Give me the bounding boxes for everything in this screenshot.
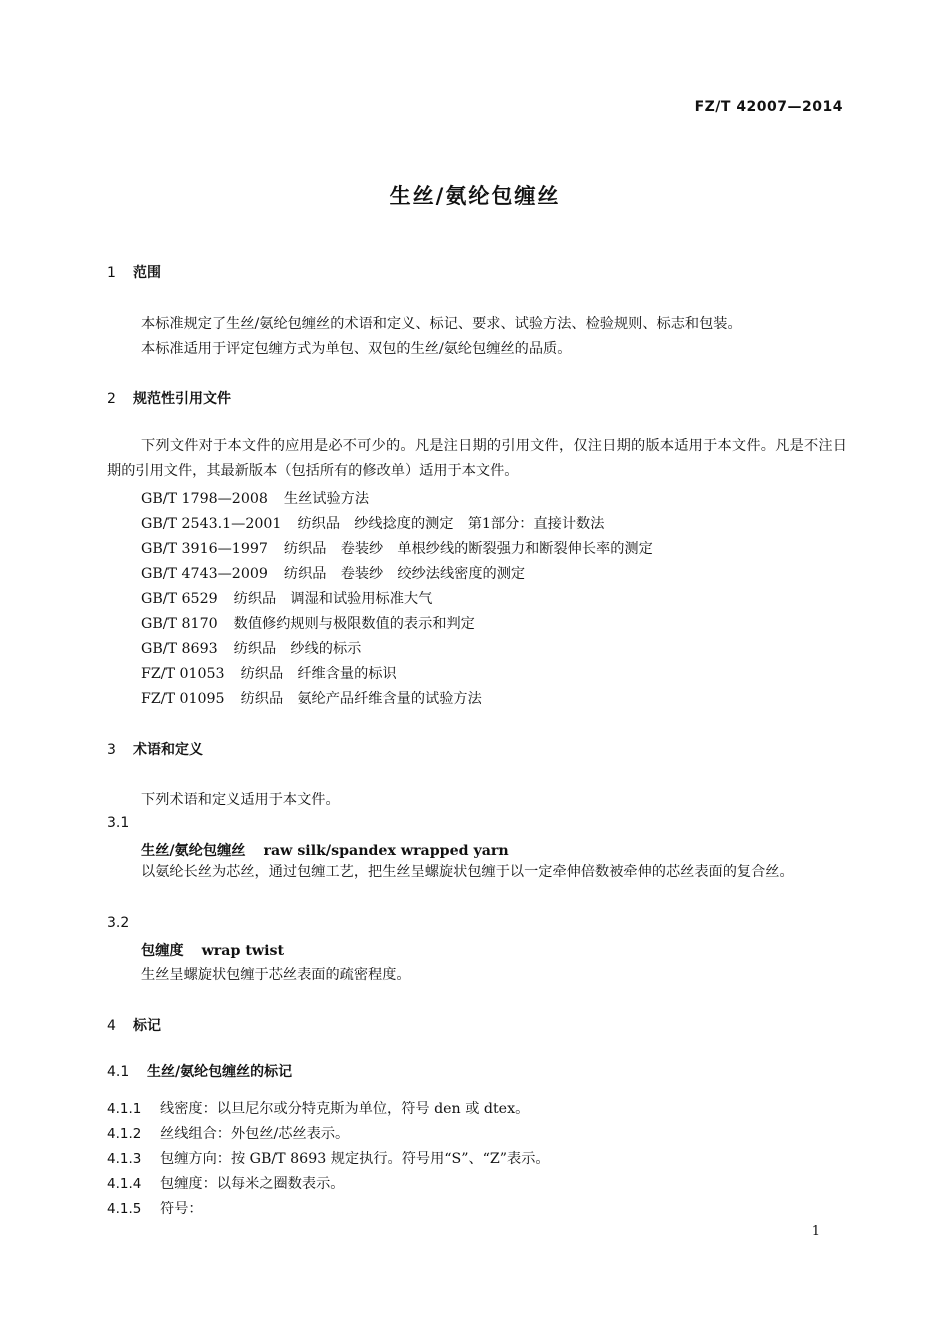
section-1-heading [107, 262, 161, 282]
reference-title: 纺织品 氨纶产品纤维含量的试验方法 [240, 691, 482, 707]
reference-title: 生丝试验方法 [283, 491, 370, 507]
section-3-heading [107, 739, 203, 759]
reference-code: FZ/T 01095 [141, 691, 225, 707]
reference-code: GB/T 4743—2009 [141, 566, 268, 582]
reference-item [141, 488, 369, 508]
reference-code: GB/T 8693 [141, 641, 218, 657]
section-number: 2 [107, 391, 116, 407]
clause-item [107, 1198, 203, 1218]
term-heading [141, 940, 284, 960]
section-4-heading [107, 1015, 161, 1035]
page-number: 1 [811, 1224, 820, 1239]
clause-text: 符号： [160, 1201, 203, 1217]
reference-title: 纺织品 卷装纱 单根纱线的断裂强力和断裂伸长率的测定 [283, 541, 653, 557]
subsection-4-1-heading [107, 1061, 292, 1081]
references-intro: 下列文件对于本文件的应用是必不可少的。凡是注日期的引用文件，仅注日期的版本适用于本文件。凡是不注日期的引用文件，其最新版本（包括所有的修改单）适用于本文件。 [107, 438, 847, 479]
clause-text: 包缠度：以每米之圈数表示。 [160, 1176, 345, 1192]
reference-code: GB/T 2543.1—2001 [141, 516, 282, 532]
reference-code: GB/T 6529 [141, 591, 218, 607]
reference-item [141, 688, 482, 708]
reference-title: 纺织品 纤维含量的标识 [240, 666, 397, 682]
reference-item [141, 513, 604, 533]
reference-title: 纺织品 卷装纱 绞纱法线密度的测定 [283, 566, 526, 582]
reference-title: 纺织品 纱线捻度的测定 第1部分：直接计数法 [297, 516, 605, 532]
reference-item [141, 563, 525, 583]
clause-number: 4.1.4 [107, 1176, 142, 1192]
reference-title: 纺织品 调湿和试验用标准大气 [233, 591, 433, 607]
section-title: 范围 [133, 265, 161, 281]
reference-title: 纺织品 纱线的标示 [233, 641, 362, 657]
standard-code: FZ/T 42007—2014 [694, 99, 843, 115]
term-heading [141, 840, 509, 860]
clause-number: 4.1.3 [107, 1151, 142, 1167]
term-definition: 生丝呈螺旋状包缠于芯丝表面的疏密程度。 [141, 967, 411, 983]
clause-text: 包缠方向：按 GB/T 8693 规定执行。符号用“S”、“Z”表示。 [160, 1151, 550, 1167]
reference-item [141, 588, 432, 608]
clause-number: 4.1.5 [107, 1201, 142, 1217]
section-number: 3 [107, 742, 116, 758]
clause-item [107, 1173, 344, 1193]
term-definition: 以氨纶长丝为芯丝，通过包缠工艺，把生丝呈螺旋状包缠于以一定牵伸倍数被牵伸的芯丝表面的复合丝。 [141, 864, 794, 880]
reference-item [141, 663, 397, 683]
term-number: 3.1 [107, 815, 130, 831]
subsection-number: 4.1 [107, 1064, 130, 1080]
clause-number: 4.1.1 [107, 1101, 142, 1117]
section-2-heading [107, 388, 231, 408]
term-number: 3.2 [107, 915, 130, 931]
subsection-title: 生丝/氨纶包缠丝的标记 [147, 1064, 293, 1080]
reference-item [141, 638, 361, 658]
term-zh: 生丝/氨纶包缠丝 [141, 843, 246, 859]
clause-text: 丝线组合：外包丝/芯丝表示。 [160, 1126, 350, 1142]
section-title: 标记 [133, 1018, 161, 1034]
section-number: 4 [107, 1018, 116, 1034]
reference-title: 数值修约规则与极限数值的表示和判定 [233, 616, 475, 632]
clause-text: 线密度：以旦尼尔或分特克斯为单位，符号 den 或 dtex。 [160, 1101, 530, 1117]
reference-item [141, 613, 475, 633]
term-en: wrap twist [201, 943, 285, 959]
clause-number: 4.1.2 [107, 1126, 142, 1142]
reference-code: GB/T 1798—2008 [141, 491, 268, 507]
terms-intro: 下列术语和定义适用于本文件。 [141, 792, 340, 808]
clause-item [107, 1123, 349, 1143]
term-zh: 包缠度 [141, 943, 184, 959]
clause-item [107, 1098, 529, 1118]
reference-item [141, 538, 653, 558]
reference-code: FZ/T 01053 [141, 666, 225, 682]
scope-paragraph-1: 本标准规定了生丝/氨纶包缠丝的术语和定义、标记、要求、试验方法、检验规则、标志和包装。 [141, 316, 742, 332]
section-title: 规范性引用文件 [133, 391, 231, 407]
term-en: raw silk/spandex wrapped yarn [263, 843, 509, 859]
clause-item [107, 1148, 550, 1168]
document-title: 生丝/氨纶包缠丝 [389, 184, 561, 208]
reference-code: GB/T 8170 [141, 616, 218, 632]
section-title: 术语和定义 [133, 742, 203, 758]
scope-paragraph-2: 本标准适用于评定包缠方式为单包、双包的生丝/氨纶包缠丝的品质。 [141, 341, 572, 357]
reference-code: GB/T 3916—1997 [141, 541, 268, 557]
section-number: 1 [107, 265, 116, 281]
